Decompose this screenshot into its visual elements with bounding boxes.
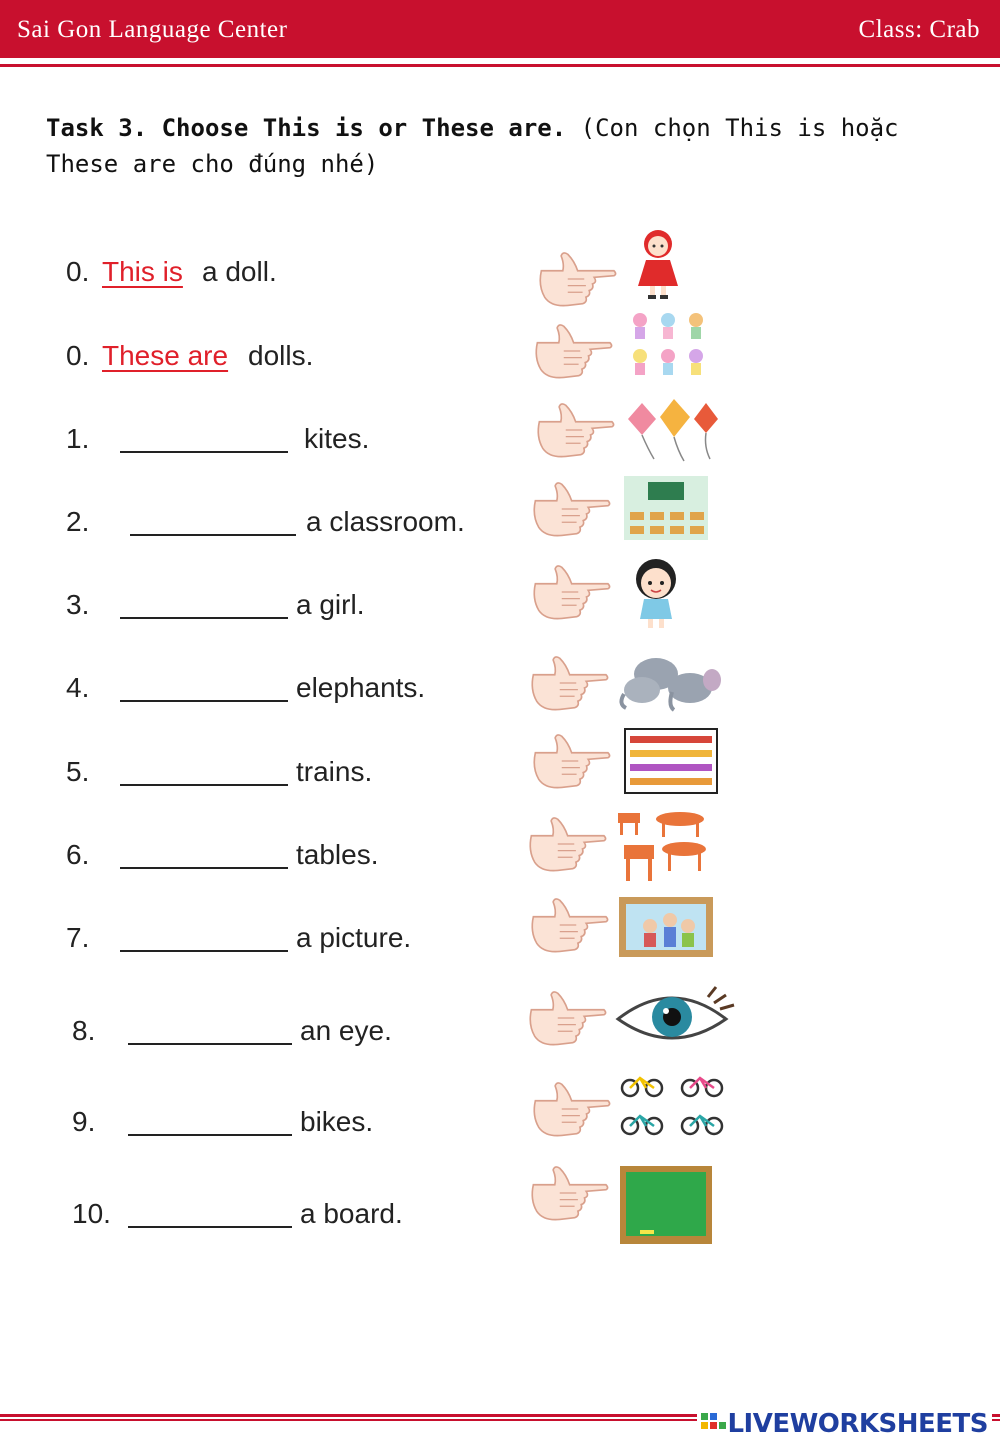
tables-picture <box>614 809 710 885</box>
pointing-hand-icon <box>520 1160 616 1226</box>
question-row-8 <box>0 997 1000 1077</box>
board-picture <box>618 1164 714 1250</box>
question-row-6 <box>0 821 1000 901</box>
pointing-hand-icon <box>520 892 616 958</box>
header-divider <box>0 64 1000 67</box>
item-number: 4. <box>66 672 90 703</box>
item-text: a picture. <box>296 922 412 953</box>
item-number: 9. <box>72 1106 96 1137</box>
answer-blank[interactable] <box>120 676 288 702</box>
item-text: tables. <box>296 839 379 870</box>
trains-picture <box>624 728 718 794</box>
answer-blank[interactable] <box>120 593 288 619</box>
pointing-hand-icon <box>522 559 618 625</box>
item-text: dolls. <box>248 340 314 371</box>
school-name: Sai Gon Language Center <box>17 16 288 43</box>
example-row-doll <box>0 238 1000 318</box>
item-number: 1. <box>66 423 90 454</box>
item-text: bikes. <box>300 1106 374 1137</box>
elephants-picture <box>616 650 728 718</box>
task-note-2: These are cho đúng nhé) <box>46 150 379 178</box>
item-text: elephants. <box>296 672 426 703</box>
question-row-7 <box>0 904 1000 984</box>
question-row-10 <box>0 1180 1000 1260</box>
task-title: Task 3. Choose This is or These are. <box>46 114 567 142</box>
answer-blank[interactable] <box>120 843 288 869</box>
kites-picture <box>624 399 720 465</box>
task-instructions <box>46 110 966 182</box>
pointing-hand-icon <box>524 318 620 384</box>
class-label: Class: Crab <box>858 16 980 43</box>
answer-blank[interactable] <box>120 760 288 786</box>
question-row-1 <box>0 405 1000 485</box>
doll-picture <box>628 226 688 302</box>
pointing-hand-icon <box>528 246 624 312</box>
item-number: 0. <box>66 256 90 287</box>
item-text: a classroom. <box>306 506 465 537</box>
question-row-9 <box>0 1088 1000 1168</box>
framed-picture <box>618 896 714 958</box>
question-row-2 <box>0 488 1000 568</box>
item-number: 0. <box>66 340 90 371</box>
pointing-hand-icon <box>522 1076 618 1142</box>
pointing-hand-icon <box>522 728 618 794</box>
item-text: an eye. <box>300 1015 392 1046</box>
answer-blank[interactable] <box>128 1019 292 1045</box>
answer-blank[interactable] <box>128 1110 292 1136</box>
item-text: kites. <box>304 423 370 454</box>
item-text: a board. <box>300 1198 403 1229</box>
answer-blank[interactable] <box>120 926 288 952</box>
item-number: 7. <box>66 922 90 953</box>
classroom-picture <box>624 476 708 540</box>
item-text: a doll. <box>202 256 277 287</box>
item-number: 10. <box>72 1198 111 1229</box>
answer-blank[interactable] <box>120 427 288 453</box>
logo-text: LIVEWORKSHEETS <box>727 1409 988 1439</box>
dolls-picture <box>626 310 710 388</box>
item-text: a girl. <box>296 589 365 620</box>
item-number: 8. <box>72 1015 96 1046</box>
eye-picture <box>612 983 738 1051</box>
pointing-hand-icon <box>518 811 614 877</box>
pointing-hand-icon <box>522 476 618 542</box>
item-number: 6. <box>66 839 90 870</box>
example-answer: These are <box>102 340 229 371</box>
bikes-picture <box>620 1072 738 1146</box>
question-row-5 <box>0 738 1000 818</box>
example-row-dolls <box>0 322 1000 402</box>
pointing-hand-icon <box>526 397 622 463</box>
question-row-4 <box>0 654 1000 734</box>
liveworksheets-logo[interactable] <box>697 1409 992 1439</box>
item-number: 5. <box>66 756 90 787</box>
answer-blank[interactable] <box>130 510 296 536</box>
item-number: 3. <box>66 589 90 620</box>
girl-picture <box>620 557 692 631</box>
answer-blank[interactable] <box>128 1202 292 1228</box>
item-number: 2. <box>66 506 90 537</box>
logo-blocks-icon <box>701 1413 727 1435</box>
task-note-1: (Con chọn This is hoặc <box>580 114 899 142</box>
pointing-hand-icon <box>518 985 614 1051</box>
pointing-hand-icon <box>520 650 616 716</box>
item-text: trains. <box>296 756 373 787</box>
question-row-3 <box>0 571 1000 651</box>
example-answer: This is <box>102 256 183 287</box>
